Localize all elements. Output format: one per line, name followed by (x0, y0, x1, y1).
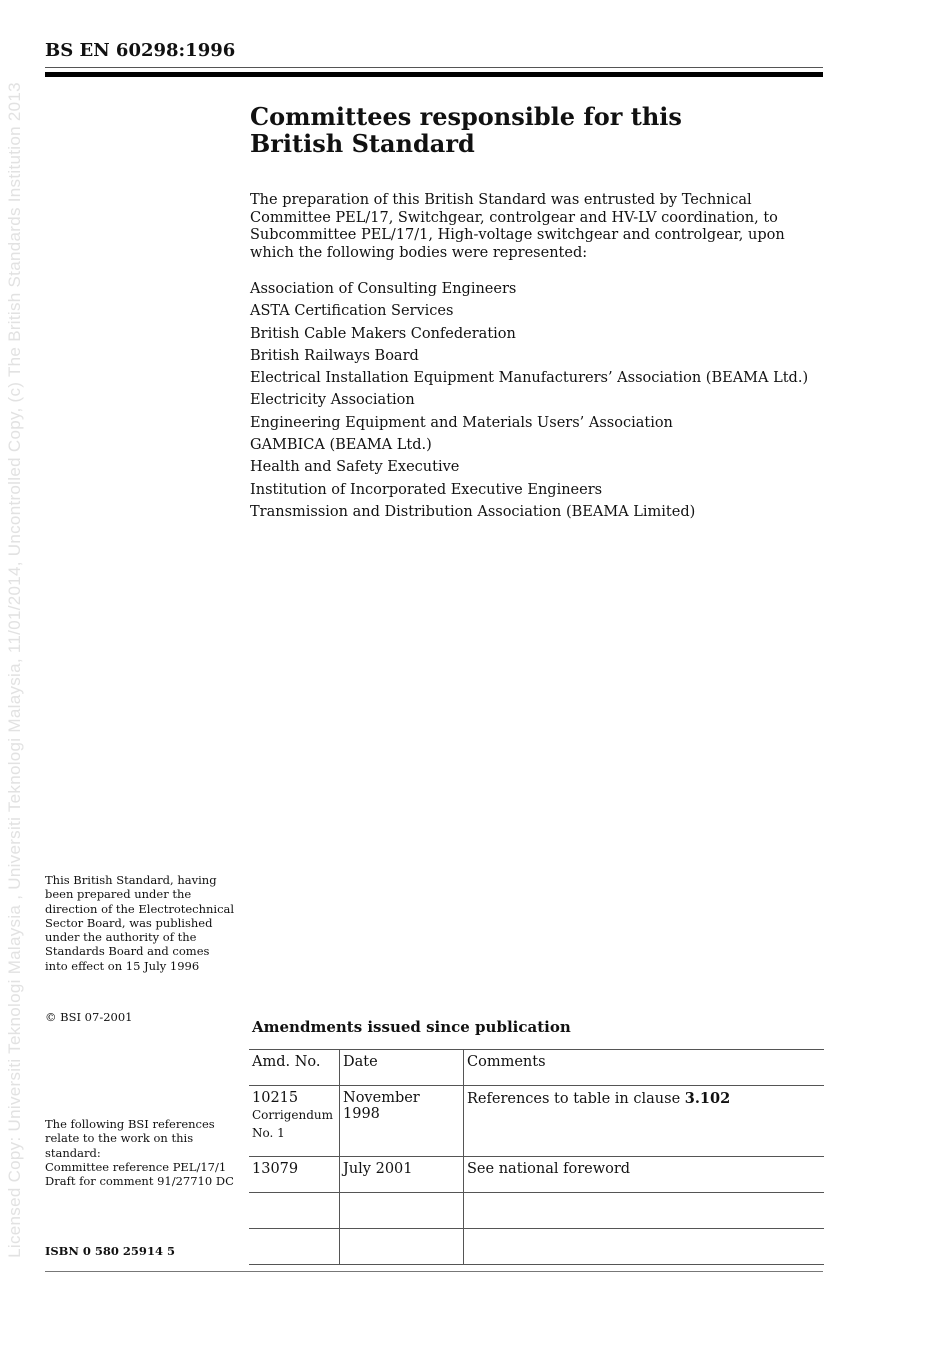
bottom-rule (45, 1271, 823, 1272)
table-row (249, 1229, 824, 1265)
date-cell (340, 1193, 464, 1229)
amd-cell: 13079 (249, 1157, 340, 1193)
title-line-1: Committees responsible for this (250, 102, 682, 131)
list-item: Electricity Association (250, 392, 415, 409)
amd-note: Corrigendum (252, 1108, 334, 1122)
amd-note: No. 1 (252, 1126, 285, 1140)
comment-cell (464, 1193, 825, 1229)
amd-cell (249, 1193, 340, 1229)
comment-cell (464, 1229, 825, 1265)
amd-cell (249, 1229, 340, 1265)
draft-reference: Draft for comment 91/27710 DC (45, 1174, 234, 1189)
publication-note: This British Standard, having been prepared under the direction of the Electrotechnical Sector Board, was published under the authority of the Standards Board and comes into effect on 15 July 1996 (45, 873, 235, 973)
table-header-row (249, 1050, 824, 1086)
refs-intro: The following BSI references relate to the work on this standard: (45, 1117, 215, 1160)
table-row (249, 1157, 824, 1193)
table-row (249, 1086, 824, 1157)
list-item: Engineering Equipment and Materials Users’ Association (250, 414, 673, 431)
amendments-table (249, 1049, 824, 1265)
title-line-2: British Standard (250, 129, 475, 158)
list-item: Association of Consulting Engineers (250, 281, 517, 297)
document-id: BS EN 60298:1996 (45, 40, 236, 61)
list-item: Electrical Installation Equipment Manufacturers’ Association (BEAMA Ltd.) (250, 370, 809, 387)
page-title (250, 103, 810, 157)
comment-text: References to table in clause (467, 1091, 685, 1107)
list-item: Transmission and Distribution Association (BEAMA Limited) (250, 503, 696, 520)
comment-cell (464, 1086, 825, 1157)
clause-reference: 3.102 (684, 1090, 731, 1107)
column-header-date: Date (340, 1050, 464, 1086)
date-cell (340, 1229, 464, 1265)
list-item: GAMBICA (BEAMA Ltd.) (250, 437, 432, 454)
header-rule-thick (45, 72, 823, 77)
list-item: British Cable Makers Confederation (250, 325, 516, 342)
date-cell: July 2001 (340, 1157, 464, 1193)
copyright-notice: © BSI 07-2001 (45, 1010, 133, 1024)
amd-cell (249, 1086, 340, 1157)
watermark: Licensed Copy: Universiti Teknologi Malaysia , Universiti Teknologi Malaysia, 11/01/2014, Uncontrolled Copy, (c) The British Standards Institution 2013 (5, 82, 24, 1258)
amd-number: 10215 (252, 1090, 299, 1106)
list-item: ASTA Certification Services (250, 303, 454, 320)
represented-bodies-list (250, 278, 850, 523)
intro-paragraph: The preparation of this British Standard was entrusted by Technical Committee PEL/17, Switchgear, controlgear and HV-LV coordination, to Subcommittee PEL/17/1, High-voltage switchgear and controlgear, upon which the following bodies were represented: (250, 192, 785, 261)
list-item: Institution of Incorporated Executive Engineers (250, 481, 603, 498)
column-header-amd: Amd. No. (249, 1050, 340, 1086)
isbn: ISBN 0 580 25914 5 (45, 1244, 175, 1258)
header-rule-thin (45, 67, 823, 68)
table-row (249, 1193, 824, 1229)
committee-reference: Committee reference PEL/17/1 (45, 1159, 227, 1174)
comment-cell: See national foreword (464, 1157, 825, 1193)
amendments-title: Amendments issued since publication (252, 1018, 571, 1036)
bsi-references (45, 1117, 245, 1188)
column-header-comments: Comments (464, 1050, 825, 1086)
date-cell: November 1998 (340, 1086, 464, 1157)
list-item: British Railways Board (250, 347, 419, 364)
list-item: Health and Safety Executive (250, 459, 460, 476)
